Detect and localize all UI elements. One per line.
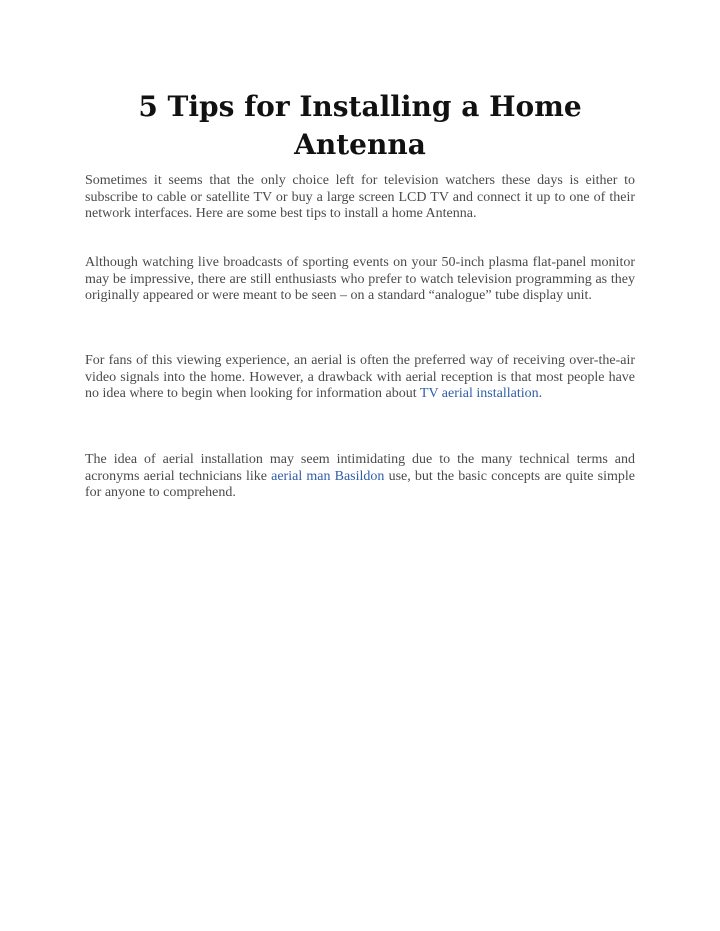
paragraph-intro-text: Sometimes it seems that the only choice left for television watchers these days is either to subscribe to cable or satellite TV or buy a large screen LCD TV and connect it up to one of their network interfaces. Here are some best tips to install a home Antenna. [85,173,635,222]
paragraph-installation-concepts [85,452,635,502]
paragraph-installation-concepts-end: use, but the basic concepts are quite simple for anyone to comprehend. [85,468,636,501]
paragraph-analogue [85,255,635,305]
tv-aerial-installation-link[interactable]: TV aerial installation [419,386,539,402]
paragraph-intro [85,173,635,223]
page-title: 5 Tips for Installing a Home Antenna [138,90,582,161]
paragraph-analogue-text: Although watching live broadcasts of sporting events on your 50-inch plasma flat-panel monitor may be impressive, there are still enthusiasts who prefer to watch television programming as they originally appeared or were meant to be seen – on a standard “analogue” tube display unit. [85,255,635,304]
paragraph-installation-concepts-text: The idea of aerial installation may seem intimidating due to the many technical terms and acronyms aerial technicians like [85,452,635,484]
aerial-man-basildon-link[interactable]: aerial man Basildon [271,468,385,484]
paragraph-aerial-reception-end: . [538,386,543,402]
paragraph-aerial-reception [85,353,635,403]
paragraph-aerial-reception-text: For fans of this viewing experience, an aerial is often the preferred way of receiving over-the-air video signals into the home. However, a drawback with aerial reception is that most people have no idea where to begin when looking for information about [85,353,635,402]
